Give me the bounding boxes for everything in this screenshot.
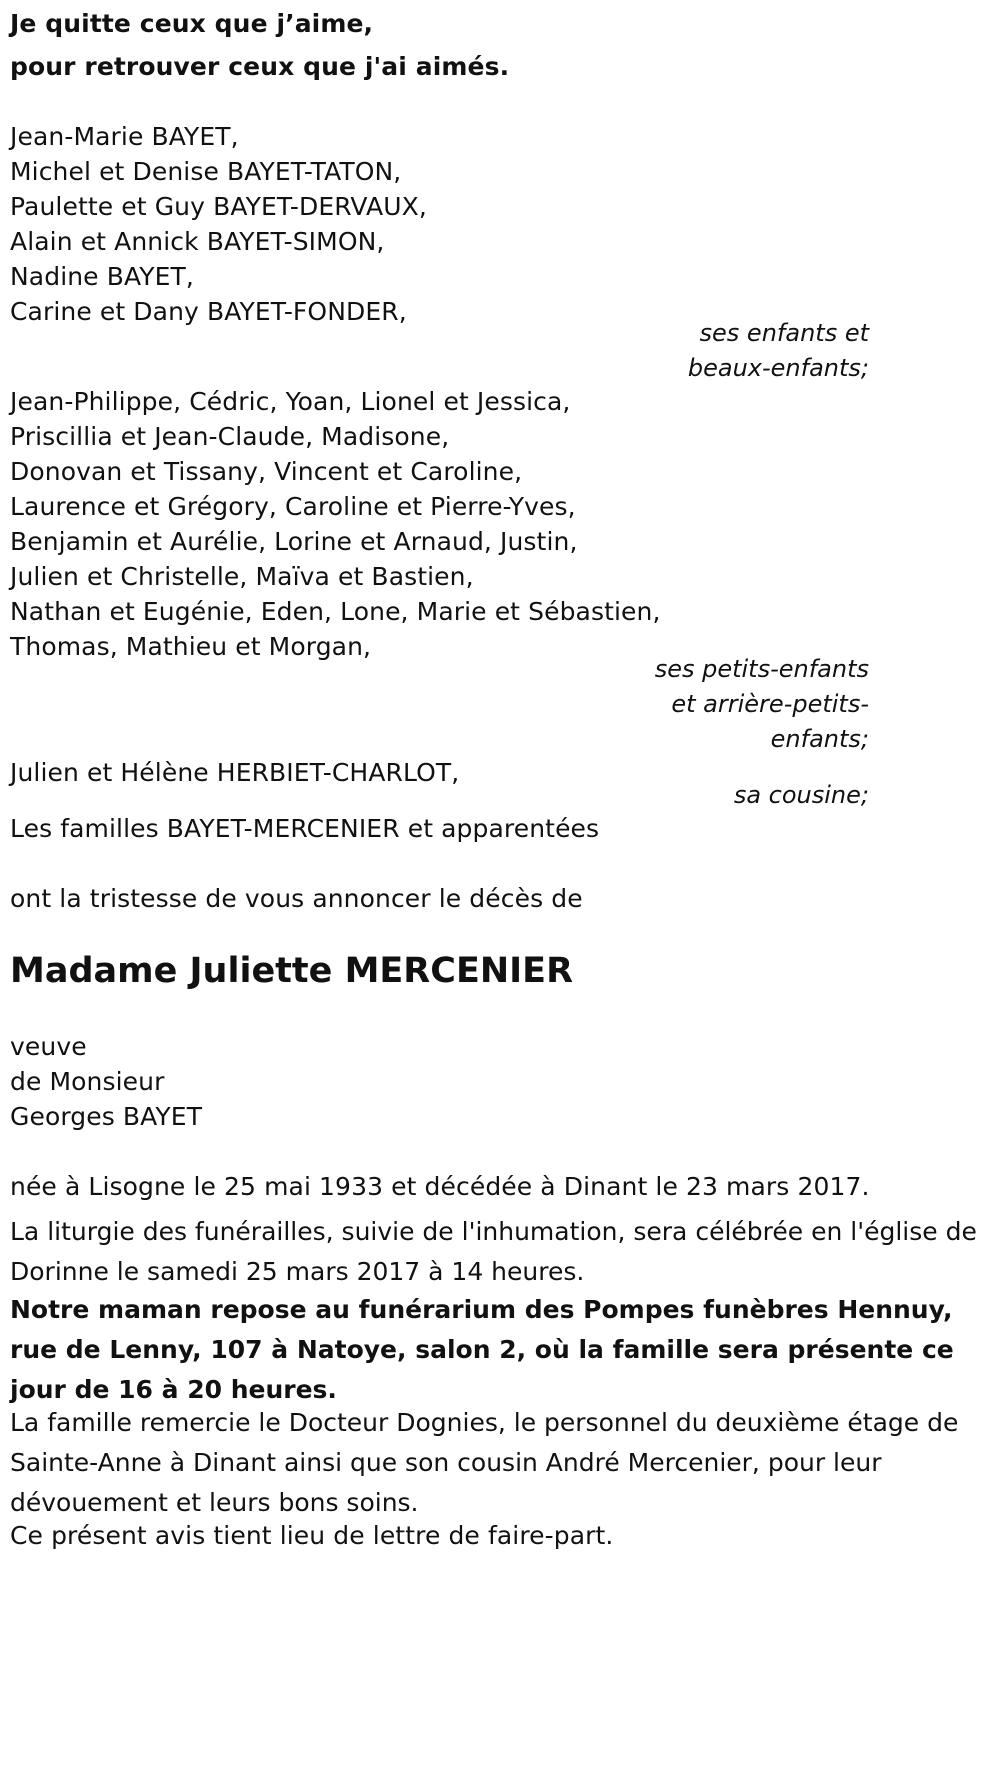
grandchildren-relation-line-2: et arrière-petits-: [671, 690, 869, 718]
grandchildren-relation-line-1: ses petits-enfants: [654, 655, 869, 683]
grandchildren-item: Nathan et Eugénie, Eden, Lone, Marie et Sébastien,: [10, 597, 661, 626]
grandchildren-item: Jean-Philippe, Cédric, Yoan, Lionel et Jessica,: [10, 387, 571, 416]
grandchildren-item: Thomas, Mathieu et Morgan,: [10, 632, 372, 661]
cousin-name: Julien et Hélène HERBIET-CHARLOT,: [10, 758, 460, 787]
children-item: Alain et Annick BAYET-SIMON,: [10, 227, 385, 256]
epigraph-line-2: pour retrouver ceux que j'ai aimés.: [10, 52, 510, 81]
children-relation-line-2: beaux-enfants;: [687, 354, 869, 382]
children-item: Michel et Denise BAYET-TATON,: [10, 157, 402, 186]
grandchildren-relation-line-3: enfants;: [770, 725, 869, 753]
deceased-name: Madame Juliette MERCENIER: [10, 951, 574, 991]
birth-death-line: née à Lisogne le 25 mai 1933 et décédée à Dinant le 23 mars 2017.: [10, 1172, 870, 1201]
children-item: Carine et Dany BAYET-FONDER,: [10, 297, 407, 326]
children-item: Nadine BAYET,: [10, 262, 194, 291]
epigraph-line-1: Je quitte ceux que j’aime,: [10, 9, 374, 38]
children-relation-line-1: ses enfants et: [699, 319, 869, 347]
widow-line-2: de Monsieur: [10, 1067, 165, 1096]
children-item: Jean-Marie BAYET,: [10, 122, 239, 151]
widow-line-1: veuve: [10, 1032, 87, 1061]
funerarium-paragraph: Notre maman repose au funérarium des Pompes funèbres Hennuy, rue de Lenny, 107 à Natoye, salon 2, où la famille sera présente ce jour de 16 à 20 heures.: [10, 1295, 954, 1404]
widow-line-3: Georges BAYET: [10, 1102, 203, 1131]
grandchildren-item: Priscillia et Jean-Claude, Madisone,: [10, 422, 450, 451]
thanks-paragraph: La famille remercie le Docteur Dognies, le personnel du deuxième étage de Sainte-Anne à Dinant ainsi que son cousin André Mercenier, pour leur dévouement et leurs bons soins.: [10, 1408, 959, 1517]
liturgy-paragraph: La liturgie des funérailles, suivie de l'inhumation, sera célébrée en l'église de Dorinne le samedi 25 mars 2017 à 14 heures.: [10, 1217, 977, 1286]
cousin-relation: sa cousine;: [733, 781, 869, 809]
grandchildren-item: Julien et Christelle, Maïva et Bastien,: [10, 562, 474, 591]
children-item: Paulette et Guy BAYET-DERVAUX,: [10, 192, 427, 221]
notice-line: Ce présent avis tient lieu de lettre de faire-part.: [10, 1521, 614, 1550]
families-line: Les familles BAYET-MERCENIER et apparentées: [10, 814, 600, 843]
grandchildren-item: Donovan et Tissany, Vincent et Caroline,: [10, 457, 523, 486]
announcement-line: ont la tristesse de vous annoncer le décès de: [10, 884, 583, 913]
grandchildren-item: Benjamin et Aurélie, Lorine et Arnaud, Justin,: [10, 527, 578, 556]
grandchildren-item: Laurence et Grégory, Caroline et Pierre-Yves,: [10, 492, 576, 521]
